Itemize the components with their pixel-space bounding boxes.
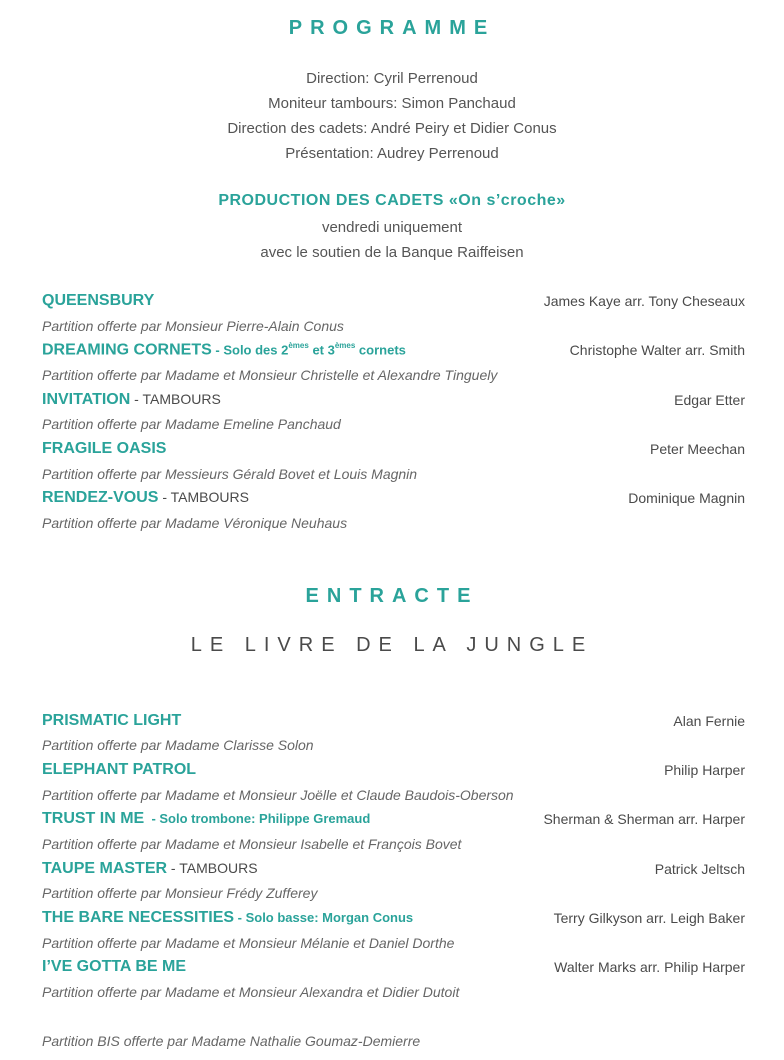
piece-bare-necessities [42, 909, 745, 931]
piece-composer: Alan Fernie [673, 713, 745, 729]
piece-title: QUEENSBURY [42, 292, 155, 309]
piece-invitation [42, 391, 745, 413]
programme-title: PROGRAMME [288, 17, 496, 39]
piece-title-line [42, 810, 370, 828]
cadets-line2: avec le soutien de la Banque Raiffeisen [260, 244, 524, 261]
piece-sponsor: Partition offerte par Madame et Monsieur Joëlle et Claude Baudois-Oberson [42, 787, 514, 803]
piece-sponsor: Partition offerte par Messieurs Gérald Bovet et Louis Magnin [42, 466, 418, 482]
piece-solo-b: et 3 [308, 342, 335, 358]
credit-cadets: Direction des cadets: André Peiry et Didier Conus [227, 120, 557, 137]
piece-sponsor: Partition offerte par Madame et Monsieur Alexandra et Didier Dutoit [42, 984, 460, 1000]
piece-sponsor: Partition offerte par Madame Véronique Neuhaus [42, 515, 348, 531]
bis-sponsor: Partition BIS offerte par Madame Nathalie Goumaz-Demierre [42, 1033, 421, 1049]
piece-composer: Terry Gilkyson arr. Leigh Baker [553, 910, 745, 926]
piece-title-line [42, 489, 249, 507]
piece-sponsor: Partition offerte par Monsieur Pierre-Alain Conus [42, 318, 344, 334]
piece-sponsor: Partition offerte par Monsieur Frédy Zufferey [42, 885, 318, 901]
piece-title: PRISMATIC LIGHT [42, 712, 182, 729]
piece-composer: Sherman & Sherman arr. Harper [543, 811, 745, 827]
credit-drums: Moniteur tambours: Simon Panchaud [268, 95, 516, 112]
piece-composer: Edgar Etter [674, 392, 745, 408]
entracte-title: ENTRACTE [305, 585, 479, 607]
piece-sponsor: Partition offerte par Madame et Monsieur Isabelle et François Bovet [42, 836, 462, 852]
piece-solo-sup2: èmes [334, 341, 356, 350]
piece-title: I’VE GOTTA BE ME [42, 958, 187, 975]
piece-solo-a: - Solo des 2 [211, 342, 289, 358]
piece-fragile-oasis [42, 440, 745, 462]
piece-sponsor: Partition offerte par Madame Clarisse Solon [42, 737, 314, 753]
piece-composer: Dominique Magnin [628, 490, 745, 506]
piece-sponsor: Partition offerte par Madame et Monsieur Mélanie et Daniel Dorthe [42, 935, 455, 951]
piece-dreaming-cornets [42, 341, 745, 363]
piece-solo: - Solo basse: Morgan Conus [234, 910, 414, 925]
piece-composer: James Kaye arr. Tony Cheseaux [543, 293, 745, 309]
credit-direction: Direction: Cyril Perrenoud [306, 70, 478, 87]
piece-title: RENDEZ-VOUS [42, 489, 159, 506]
jungle-subtitle: LE LIVRE DE LA JUNGLE [190, 634, 594, 656]
piece-solo: - Solo trombone: Philippe Gremaud [144, 811, 371, 826]
piece-tag: - TAMBOURS [167, 860, 258, 876]
piece-title-line [42, 391, 221, 409]
piece-tag: - TAMBOURS [158, 489, 249, 505]
piece-composer: Christophe Walter arr. Smith [569, 342, 745, 358]
cadets-heading: PRODUCTION DES CADETS «On s’croche» [218, 192, 566, 209]
piece-sponsor: Partition offerte par Madame Emeline Panchaud [42, 416, 341, 432]
cadets-line1: vendredi uniquement [321, 219, 463, 236]
piece-trust-in-me [42, 810, 745, 832]
piece-title: INVITATION [42, 391, 131, 408]
credit-presentation: Présentation: Audrey Perrenoud [285, 145, 499, 162]
piece-ive-gotta-be-me [42, 958, 745, 980]
piece-title: DREAMING CORNETS [42, 341, 212, 359]
piece-composer: Peter Meechan [650, 441, 745, 457]
piece-title-line [42, 341, 406, 359]
piece-title-line [42, 860, 258, 878]
piece-rendez-vous [42, 489, 745, 511]
piece-composer: Patrick Jeltsch [654, 861, 745, 877]
piece-title-line [42, 909, 413, 927]
piece-solo-sup1: èmes [288, 341, 309, 350]
piece-title: TAUPE MASTER [42, 860, 168, 877]
piece-taupe-master [42, 860, 745, 882]
piece-queensbury [42, 292, 745, 314]
piece-title: TRUST IN ME [42, 810, 145, 827]
piece-solo-c: cornets [355, 342, 406, 358]
piece-title: THE BARE NECESSITIES [42, 909, 235, 926]
piece-elephant-patrol [42, 761, 745, 783]
piece-title: ELEPHANT PATROL [42, 761, 197, 778]
piece-tag: - TAMBOURS [130, 391, 221, 407]
piece-title: FRAGILE OASIS [42, 440, 167, 457]
piece-sponsor: Partition offerte par Madame et Monsieur Christelle et Alexandre Tinguely [42, 367, 498, 383]
piece-composer: Walter Marks arr. Philip Harper [554, 959, 745, 975]
piece-prismatic-light [42, 712, 745, 734]
piece-composer: Philip Harper [664, 762, 745, 778]
